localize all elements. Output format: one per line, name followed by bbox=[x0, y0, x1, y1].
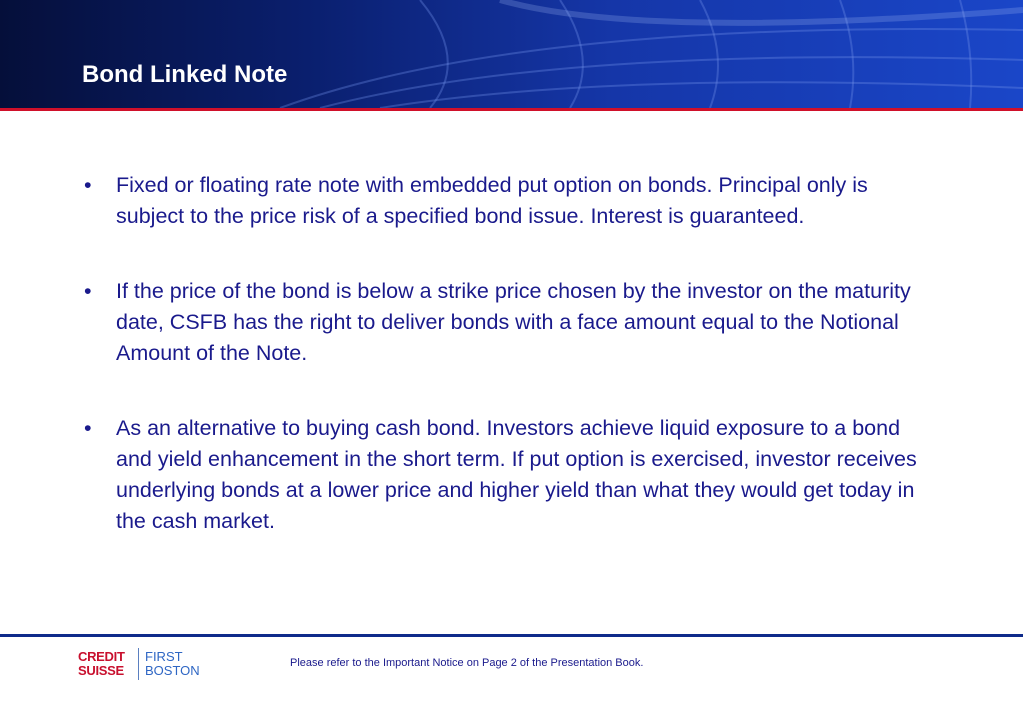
logo-word-boston: BOSTON bbox=[145, 663, 200, 678]
footer-rule bbox=[0, 634, 1023, 637]
bullet-text: As an alternative to buying cash bond. Investors achieve liquid exposure to a bond and yield enhancement in the short term. If put option is exercised, investor receives underlying bonds at a lower price and higher yield than what they would get today in the cash market. bbox=[116, 416, 917, 533]
bullet-marker: • bbox=[84, 416, 92, 440]
logo-first-boston bbox=[145, 650, 200, 678]
logo-divider bbox=[138, 648, 139, 680]
bullet-text: If the price of the bond is below a strike price chosen by the investor on the maturity date, CSFB has the right to deliver bonds with a face amount equal to the Notional Amount of the Note. bbox=[116, 279, 911, 365]
logo-word-suisse: SUISSE bbox=[78, 663, 124, 678]
globe-grid-pattern bbox=[0, 0, 1023, 108]
bullet-item bbox=[80, 413, 930, 537]
bullet-text: Fixed or floating rate note with embedded put option on bonds. Principal only is subject to the price risk of a specified bond issue. Interest is guaranteed. bbox=[116, 173, 868, 228]
logo-word-first: FIRST bbox=[145, 649, 183, 664]
bullet-marker: • bbox=[84, 173, 92, 197]
footer-notice: Please refer to the Important Notice on Page 2 of the Presentation Book. bbox=[290, 657, 644, 669]
title-underline bbox=[0, 108, 1023, 111]
slide-title: Bond Linked Note bbox=[82, 61, 288, 88]
bullet-item bbox=[80, 276, 930, 369]
logo-credit-suisse bbox=[78, 650, 125, 678]
bullet-marker: • bbox=[84, 279, 92, 303]
credit-suisse-first-boston-logo bbox=[78, 648, 218, 682]
logo-word-credit: CREDIT bbox=[78, 649, 125, 664]
bullet-item bbox=[80, 170, 930, 232]
title-bar bbox=[0, 0, 1023, 108]
bullet-list bbox=[80, 170, 930, 581]
